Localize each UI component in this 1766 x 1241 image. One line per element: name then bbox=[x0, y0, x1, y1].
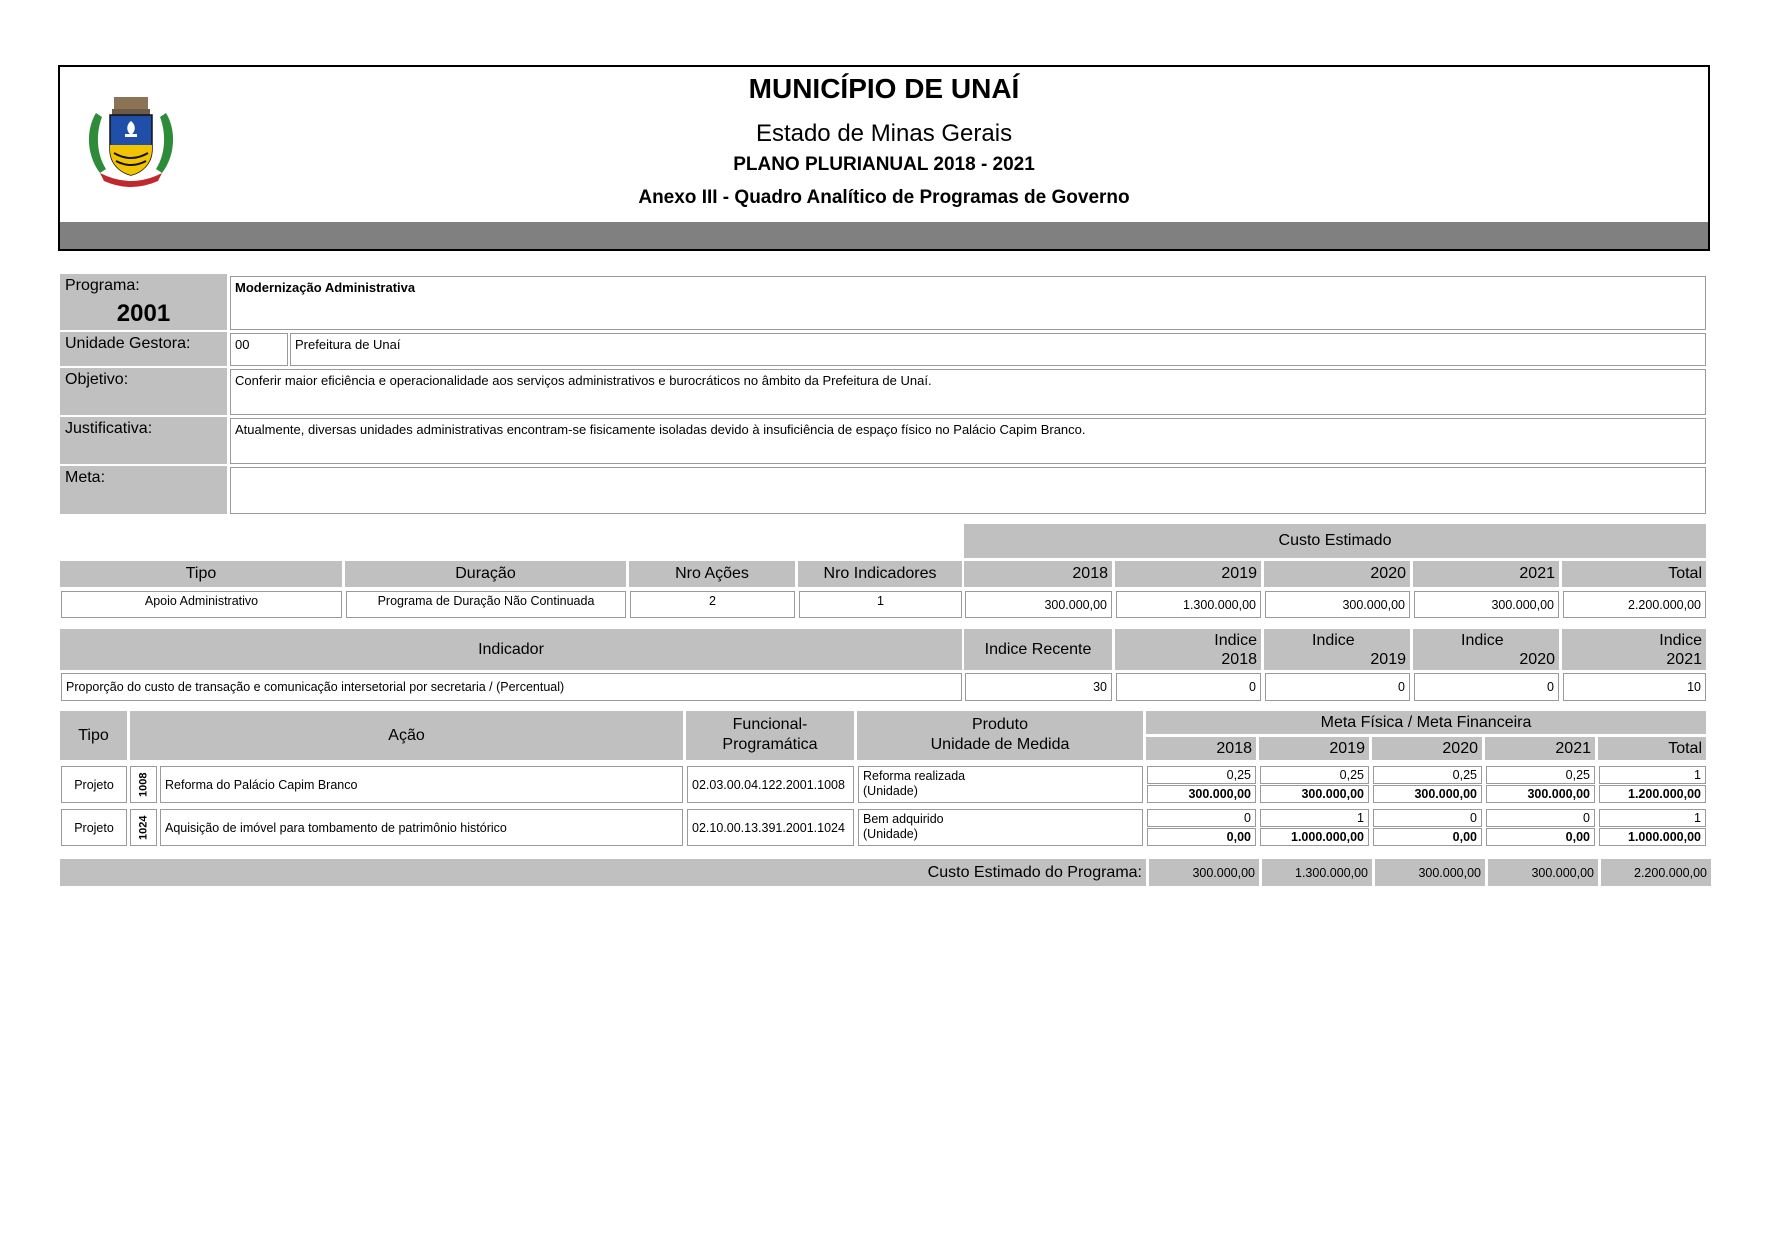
acao-2-fisica-2018: 0 bbox=[1147, 809, 1256, 827]
acao-2-fisica-2020: 0 bbox=[1373, 809, 1482, 827]
acao-2-financeira-2020: 0,00 bbox=[1373, 828, 1482, 846]
acao-1-codigo: 1008 bbox=[130, 766, 157, 803]
custo-programa-label: Custo Estimado do Programa: bbox=[60, 859, 1146, 886]
col-duracao: Duração bbox=[345, 561, 626, 587]
acao-1-financeira-2018: 300.000,00 bbox=[1147, 785, 1256, 803]
acoes-year-2019: 2019 bbox=[1259, 737, 1369, 760]
indice-2021-valor: 10 bbox=[1563, 673, 1706, 701]
acoes-year-2018: 2018 bbox=[1146, 737, 1256, 760]
acao-1-tipo: Projeto bbox=[61, 766, 127, 803]
acoes-col-meta: Meta Física / Meta Financeira bbox=[1146, 711, 1706, 734]
unidade-codigo: 00 bbox=[230, 333, 288, 366]
acao-1-fisica-total: 1 bbox=[1599, 766, 1706, 784]
indice-2021-header: Indice 2021 bbox=[1562, 629, 1706, 670]
acoes-col-funcional: Funcional- Programática bbox=[686, 711, 854, 760]
acao-1-financeira-2019: 300.000,00 bbox=[1260, 785, 1369, 803]
indicador-header: Indicador bbox=[60, 629, 962, 670]
indice-2020-valor: 0 bbox=[1414, 673, 1559, 701]
indice-2018-header: Indice 2018 bbox=[1115, 629, 1261, 670]
col-tipo: Tipo bbox=[60, 561, 342, 587]
col-2020: 2020 bbox=[1264, 561, 1410, 587]
custo-programa-2021: 300.000,00 bbox=[1488, 859, 1598, 886]
acao-1-fisica-2019: 0,25 bbox=[1260, 766, 1369, 784]
acoes-year-2021: 2021 bbox=[1485, 737, 1595, 760]
acao-1-fisica-2021: 0,25 bbox=[1486, 766, 1595, 784]
acao-2-produto: Bem adquirido (Unidade) bbox=[858, 809, 1143, 846]
acao-2-financeira-total: 1.000.000,00 bbox=[1599, 828, 1706, 846]
header-plano: PLANO PLURIANUAL 2018 - 2021 bbox=[733, 154, 1035, 175]
custo-programa-2018: 300.000,00 bbox=[1149, 859, 1259, 886]
col-2019: 2019 bbox=[1115, 561, 1261, 587]
custo-nro-indicadores: 1 bbox=[799, 591, 962, 618]
indice-2019-valor: 0 bbox=[1265, 673, 1410, 701]
acoes-col-produto: Produto Unidade de Medida bbox=[857, 711, 1143, 760]
unidade-nome: Prefeitura de Unaí bbox=[290, 333, 1706, 366]
acao-2-financeira-2018: 0,00 bbox=[1147, 828, 1256, 846]
custo-2020: 300.000,00 bbox=[1265, 591, 1410, 618]
indice-2020-header: Indice 2020 bbox=[1413, 629, 1559, 670]
indice-2019-header: Indice 2019 bbox=[1264, 629, 1410, 670]
acao-1-financeira-total: 1.200.000,00 bbox=[1599, 785, 1706, 803]
unidade-label: Unidade Gestora: bbox=[60, 332, 227, 366]
acoes-col-acao: Ação bbox=[130, 711, 683, 760]
custo-duracao: Programa de Duração Não Continuada bbox=[346, 591, 626, 618]
acao-1-fisica-2020: 0,25 bbox=[1373, 766, 1482, 784]
acao-2-fisica-total: 1 bbox=[1599, 809, 1706, 827]
col-nro-acoes: Nro Ações bbox=[629, 561, 795, 587]
acao-2-financeira-2021: 0,00 bbox=[1486, 828, 1595, 846]
acao-2-codigo: 1024 bbox=[130, 809, 157, 846]
acao-2-fisica-2021: 0 bbox=[1486, 809, 1595, 827]
header-estado: Estado de Minas Gerais bbox=[755, 120, 1013, 147]
acao-1-financeira-2020: 300.000,00 bbox=[1373, 785, 1482, 803]
custo-tipo: Apoio Administrativo bbox=[61, 591, 342, 618]
objetivo-label: Objetivo: bbox=[60, 368, 227, 415]
acao-1-fisica-2018: 0,25 bbox=[1147, 766, 1256, 784]
custo-2018: 300.000,00 bbox=[965, 591, 1112, 618]
custo-2021: 300.000,00 bbox=[1414, 591, 1559, 618]
acao-2-tipo: Projeto bbox=[61, 809, 127, 846]
col-2018: 2018 bbox=[964, 561, 1112, 587]
header-box bbox=[58, 65, 1710, 251]
indicador-nome: Proporção do custo de transação e comunicação intersetorial por secretaria / (Percentual) bbox=[61, 673, 962, 701]
indice-recente-header: Indice Recente bbox=[964, 629, 1112, 670]
custo-programa-2020: 300.000,00 bbox=[1375, 859, 1485, 886]
header-band bbox=[60, 222, 1708, 249]
acoes-col-tipo: Tipo bbox=[60, 711, 127, 760]
acoes-year-2020: 2020 bbox=[1372, 737, 1482, 760]
custo-nro-acoes: 2 bbox=[630, 591, 795, 618]
col-2021: 2021 bbox=[1413, 561, 1559, 587]
programa-codigo: 2001 bbox=[116, 300, 171, 327]
programa-nome: Modernização Administrativa bbox=[230, 276, 1706, 330]
acao-1-funcional: 02.03.00.04.122.2001.1008 bbox=[687, 766, 854, 803]
indice-recente-valor: 30 bbox=[965, 673, 1112, 701]
objetivo-texto: Conferir maior eficiência e operacionalidade aos serviços administrativos e burocráticos no âmbito da Prefeitura de Unaí. bbox=[230, 369, 1706, 415]
meta-texto bbox=[230, 467, 1706, 514]
col-nro-indicadores: Nro Indicadores bbox=[798, 561, 962, 587]
justificativa-label: Justificativa: bbox=[60, 417, 227, 464]
custo-2019: 1.300.000,00 bbox=[1116, 591, 1261, 618]
acao-1-produto: Reforma realizada (Unidade) bbox=[858, 766, 1143, 803]
acao-2-fisica-2019: 1 bbox=[1260, 809, 1369, 827]
header-municipio: MUNICÍPIO DE UNAÍ bbox=[748, 73, 1020, 104]
col-total: Total bbox=[1562, 561, 1706, 587]
custo-programa-2019: 1.300.000,00 bbox=[1262, 859, 1372, 886]
acao-2-funcional: 02.10.00.13.391.2001.1024 bbox=[687, 809, 854, 846]
acao-1-financeira-2021: 300.000,00 bbox=[1486, 785, 1595, 803]
meta-label: Meta: bbox=[60, 466, 227, 514]
custo-estimado-title: Custo Estimado bbox=[964, 524, 1706, 558]
custo-programa-total: 2.200.000,00 bbox=[1601, 859, 1711, 886]
indice-2018-valor: 0 bbox=[1116, 673, 1261, 701]
acao-2-financeira-2019: 1.000.000,00 bbox=[1260, 828, 1369, 846]
programa-label: Programa: bbox=[60, 274, 227, 330]
acao-2-nome: Aquisição de imóvel para tombamento de patrimônio histórico bbox=[160, 809, 683, 846]
header-anexo: Anexo III - Quadro Analítico de Programas de Governo bbox=[638, 187, 1130, 208]
custo-total: 2.200.000,00 bbox=[1563, 591, 1706, 618]
acoes-year-total: Total bbox=[1598, 737, 1706, 760]
justificativa-texto: Atualmente, diversas unidades administrativas encontram-se fisicamente isoladas devido à insuficiência de espaço físico no Palácio Capim Branco. bbox=[230, 418, 1706, 464]
acao-1-nome: Reforma do Palácio Capim Branco bbox=[160, 766, 683, 803]
